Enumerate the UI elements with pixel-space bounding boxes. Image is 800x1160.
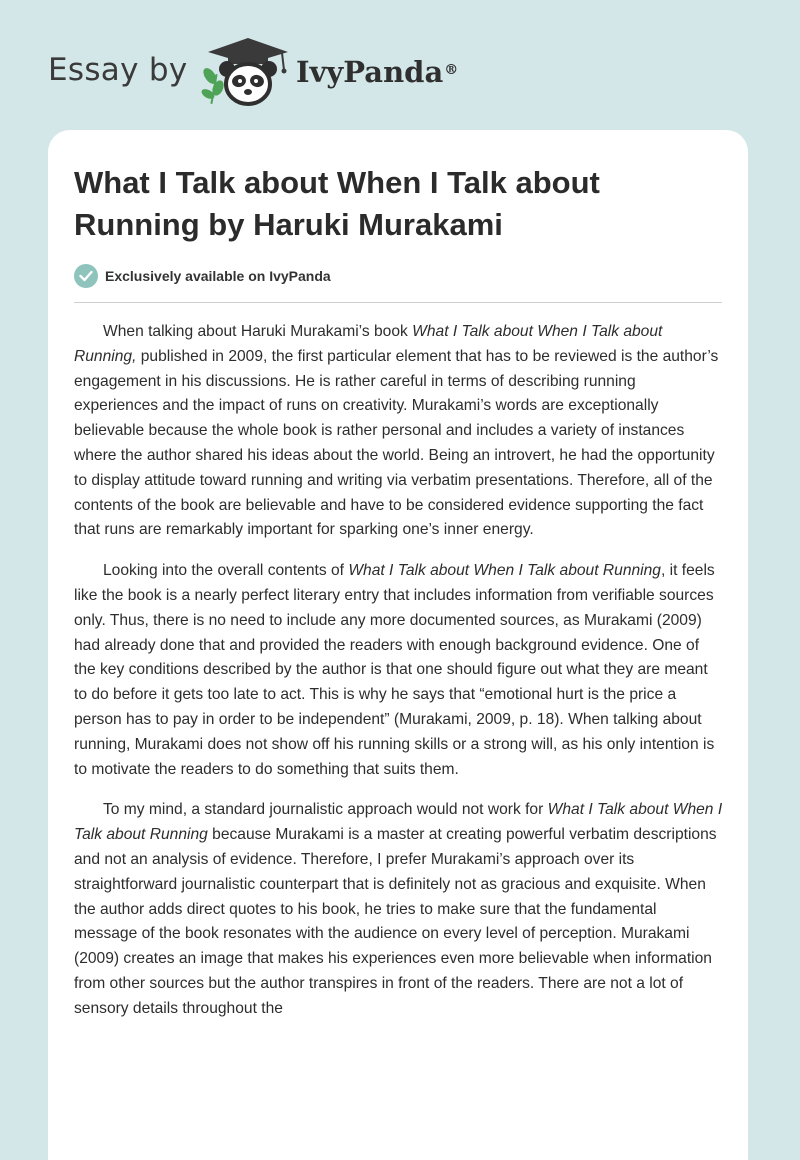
- article-card: [48, 130, 748, 1160]
- paragraph-1: [74, 320, 724, 543]
- divider: [74, 302, 722, 303]
- panda-graduate-logo-icon[interactable]: [198, 36, 294, 108]
- brand-name[interactable]: [296, 52, 458, 92]
- exclusive-badge: [74, 264, 331, 288]
- brand-name-text: IvyPanda: [296, 55, 444, 89]
- registered-mark: ®: [444, 62, 459, 78]
- site-header: [0, 0, 800, 130]
- paragraph-text: because Murakami is a master at creating powerful verbatim descriptions and not an analysis of evidence. Therefore, I prefer Murakami’s approach over its straightforward journalistic counterpart that is definitely not as gracious and exquisite. When the author adds direct quotes to his book, he tries to make sure that the fundamental message of the book resonates with the audience on every level of perception. Murakami (2009) creates an image that makes his experiences even more believable when information from other sources but the author transpires in front of the readers. There are not a lot of sensory details throughout the: [74, 826, 717, 1017]
- paragraph-text: To my mind, a standard journalistic approach would not work for: [103, 801, 548, 819]
- paragraph-text: , it feels like the book is a nearly perfect literary entry that includes information from verifiable sources only. Thus, there is no need to include any more documented sources, as Murakami (2009) had already done that and provided the readers with enough background evidence. One of the key conditions described by the author is that one should figure out what they are meant to do before it gets too late to act. This is why he says that “emotional hurt is the price a person has to pay in order to be independent” (Murakami, 2009, p. 18). When talking about running, Murakami does not show off his running skills or a strong will, as his only intention is to motivate the readers to do something that suits them.: [74, 562, 715, 778]
- paragraph-3: [74, 798, 724, 1021]
- paragraph-text: Looking into the overall contents of: [103, 562, 349, 580]
- article-title: What I Talk about When I Talk about Running by Haruki Murakami: [74, 165, 600, 242]
- paragraph-2: [74, 559, 724, 782]
- exclusive-label: Exclusively available on IvyPanda: [105, 268, 331, 284]
- essay-by-label: Essay by: [48, 52, 188, 88]
- article-body: [74, 320, 724, 1038]
- book-title-italic: What I Talk about When I Talk about Running: [348, 562, 661, 580]
- book-title-italic: What I Talk about When I Talk about Running: [74, 801, 723, 844]
- paragraph-text: published in 2009, the first particular element that has to be reviewed is the author’s engagement in his discussions. He is rather careful in terms of describing running experiences and the impact of runs on creativity. Murakami’s words are exceptionally believable because the whole book is rather personal and includes a variety of instances where the author shared his ideas about the world. Being an introvert, he had the opportunity to display attitude toward running and writing via verbatim presentations. Therefore, all of the contents of the book are believable and have to be considered evidence supporting the fact that runs are remarkably important for sparking one’s inner energy.: [74, 347, 719, 539]
- paragraph-text: When talking about Haruki Murakami’s book: [103, 323, 413, 340]
- check-icon: [74, 264, 98, 288]
- book-title-italic: What I Talk about When I Talk about Running,: [74, 323, 663, 365]
